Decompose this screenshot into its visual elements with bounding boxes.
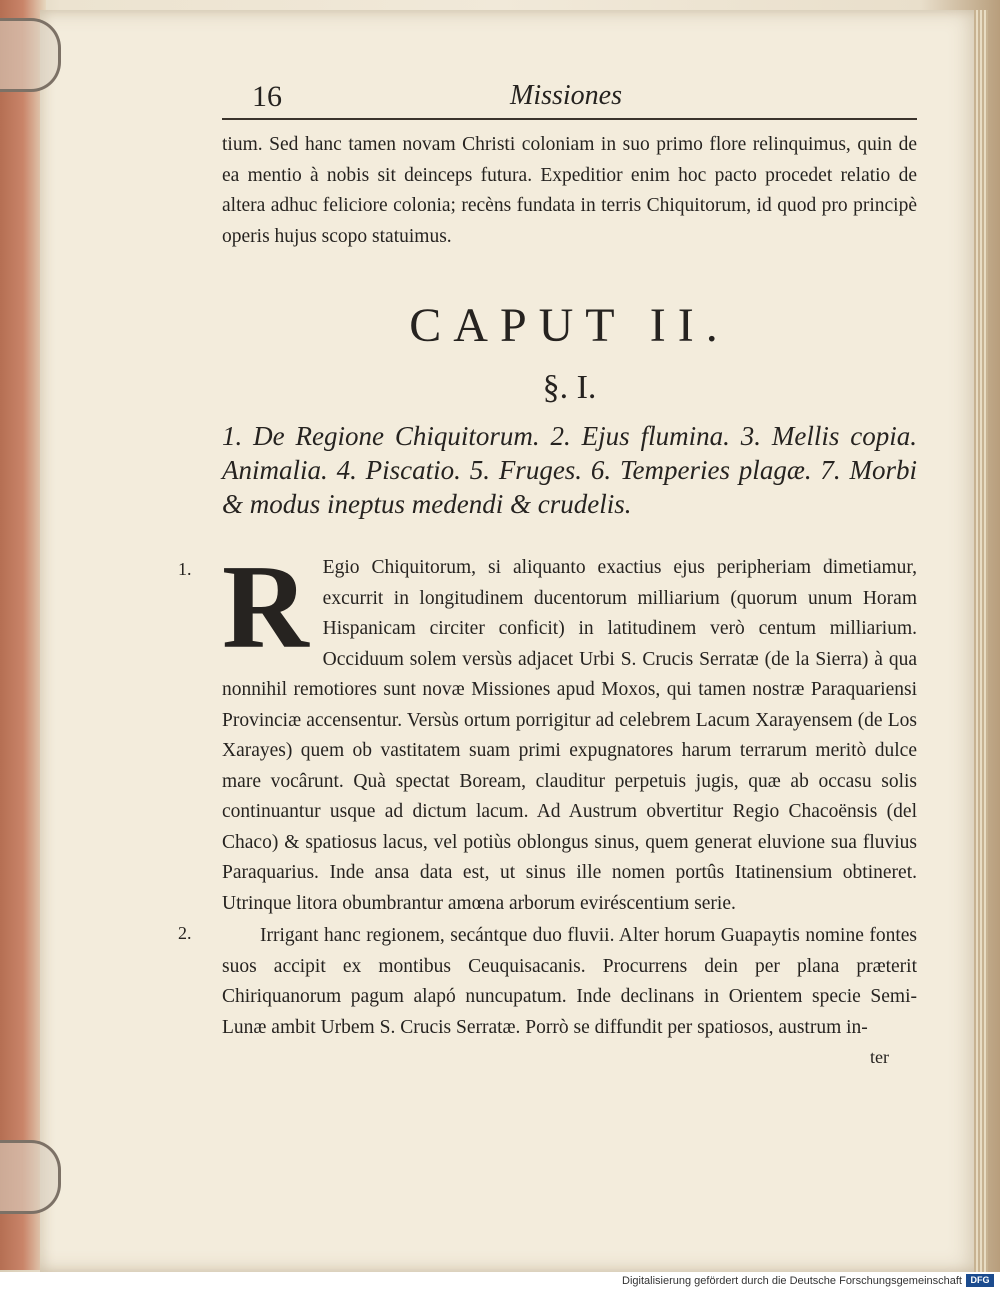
margin-number-1: 1. bbox=[178, 559, 192, 579]
footer-text: Digitalisierung gefördert durch die Deutsche Forschungsgemeinschaft bbox=[622, 1275, 962, 1287]
page-content bbox=[178, 80, 917, 1073]
clasp-top-icon bbox=[0, 18, 61, 92]
paragraph-1-text: Egio Chiquitorum, si aliquanto exactius ejus peripheriam dimetiamur, excurrit in longitudinem ducentorum milliarium (quorum unum Horam Hispanicam circiter conficit) in latitudinem verò centum milliarium. Occiduum solem versùs adjacet Urbi S. Crucis Serratæ (de la Sierra) à qua nonnihil remotiores sunt novæ Missiones apud Moxos, qui tamen nostræ Paraquariensi Provinciæ accensentur. Versùs ortum porrigitur ad celebrem Lacum Xarayensem (de Los Xarayes) quem ob vastitatem suam primi expugnatores harum terrarum meritò dulce mare vocârunt. Quà spectat Boream, clauditur perpetuis jugis, quæ ab occasu solis continuantur usque ad dictum lacum. Ad Austrum obvertitur Regio Chacoënsis (del Chaco) & spatiosus lacus, vel potiùs oblongus sinus, quem generat eluvione sua fluvius Paraquarius. Inde ansa data est, ut sinus ille nomen portûs Itatinensium obtineret. Utrinque litora obumbrantur amœna arborum eviréscentium serie. bbox=[222, 557, 917, 914]
body-text bbox=[178, 540, 917, 1073]
catchword-line bbox=[222, 1043, 917, 1073]
paragraph-top: tium. Sed hanc tamen novam Christi coloniam in suo primo flore relinquimus, quin de ea mentio à nobis sit deinceps futura. Expeditior enim hoc pacto procedet relatio de altera adhuc feliciore colonia; recèns fundata in terris Chiquitorum, id quod pro principè operis hujus scopo statuimus. bbox=[222, 134, 917, 247]
dfg-logo-icon: DFG bbox=[966, 1274, 994, 1287]
header-rule bbox=[222, 118, 917, 120]
catchword: ter bbox=[870, 1047, 889, 1067]
paragraph-2: Irrigant hanc regionem, secántque duo fluvii. Alter horum Guapaytis nomine fontes suos accipit ex montibus Ceuquisacanis. Procurrens dein per plana præterit Chiriquanorum pagum alapó nuncupatum. Inde declinans in Orientem specie Semi-Lunæ ambit Urbem S. Crucis Serratæ. Porrò se diffundit per spatiosos, austrum in- bbox=[222, 925, 917, 1038]
margin-number-2: 2. bbox=[178, 923, 192, 943]
drop-cap: R bbox=[222, 540, 309, 673]
paragraph-2-block bbox=[178, 921, 917, 1043]
page-edges bbox=[974, 10, 988, 1282]
section-mark: §. I. bbox=[542, 369, 597, 406]
running-title: Missiones bbox=[510, 80, 622, 111]
clasp-bottom-icon bbox=[0, 1140, 61, 1214]
running-header bbox=[222, 80, 917, 124]
chapter-summary: 1. De Regione Chiquitorum. 2. Ejus flumina. 3. Mellis copia. Animalia. 4. Piscatio. 5. Fruges. 6. Temperies plagæ. 7. Morbi & modus ineptus medendi & crudelis. bbox=[222, 421, 917, 519]
page-number: 16 bbox=[252, 80, 282, 113]
paragraph-1 bbox=[222, 540, 917, 919]
chapter-title: CAPUT II. bbox=[409, 299, 730, 352]
digitization-footer bbox=[0, 1272, 1000, 1290]
